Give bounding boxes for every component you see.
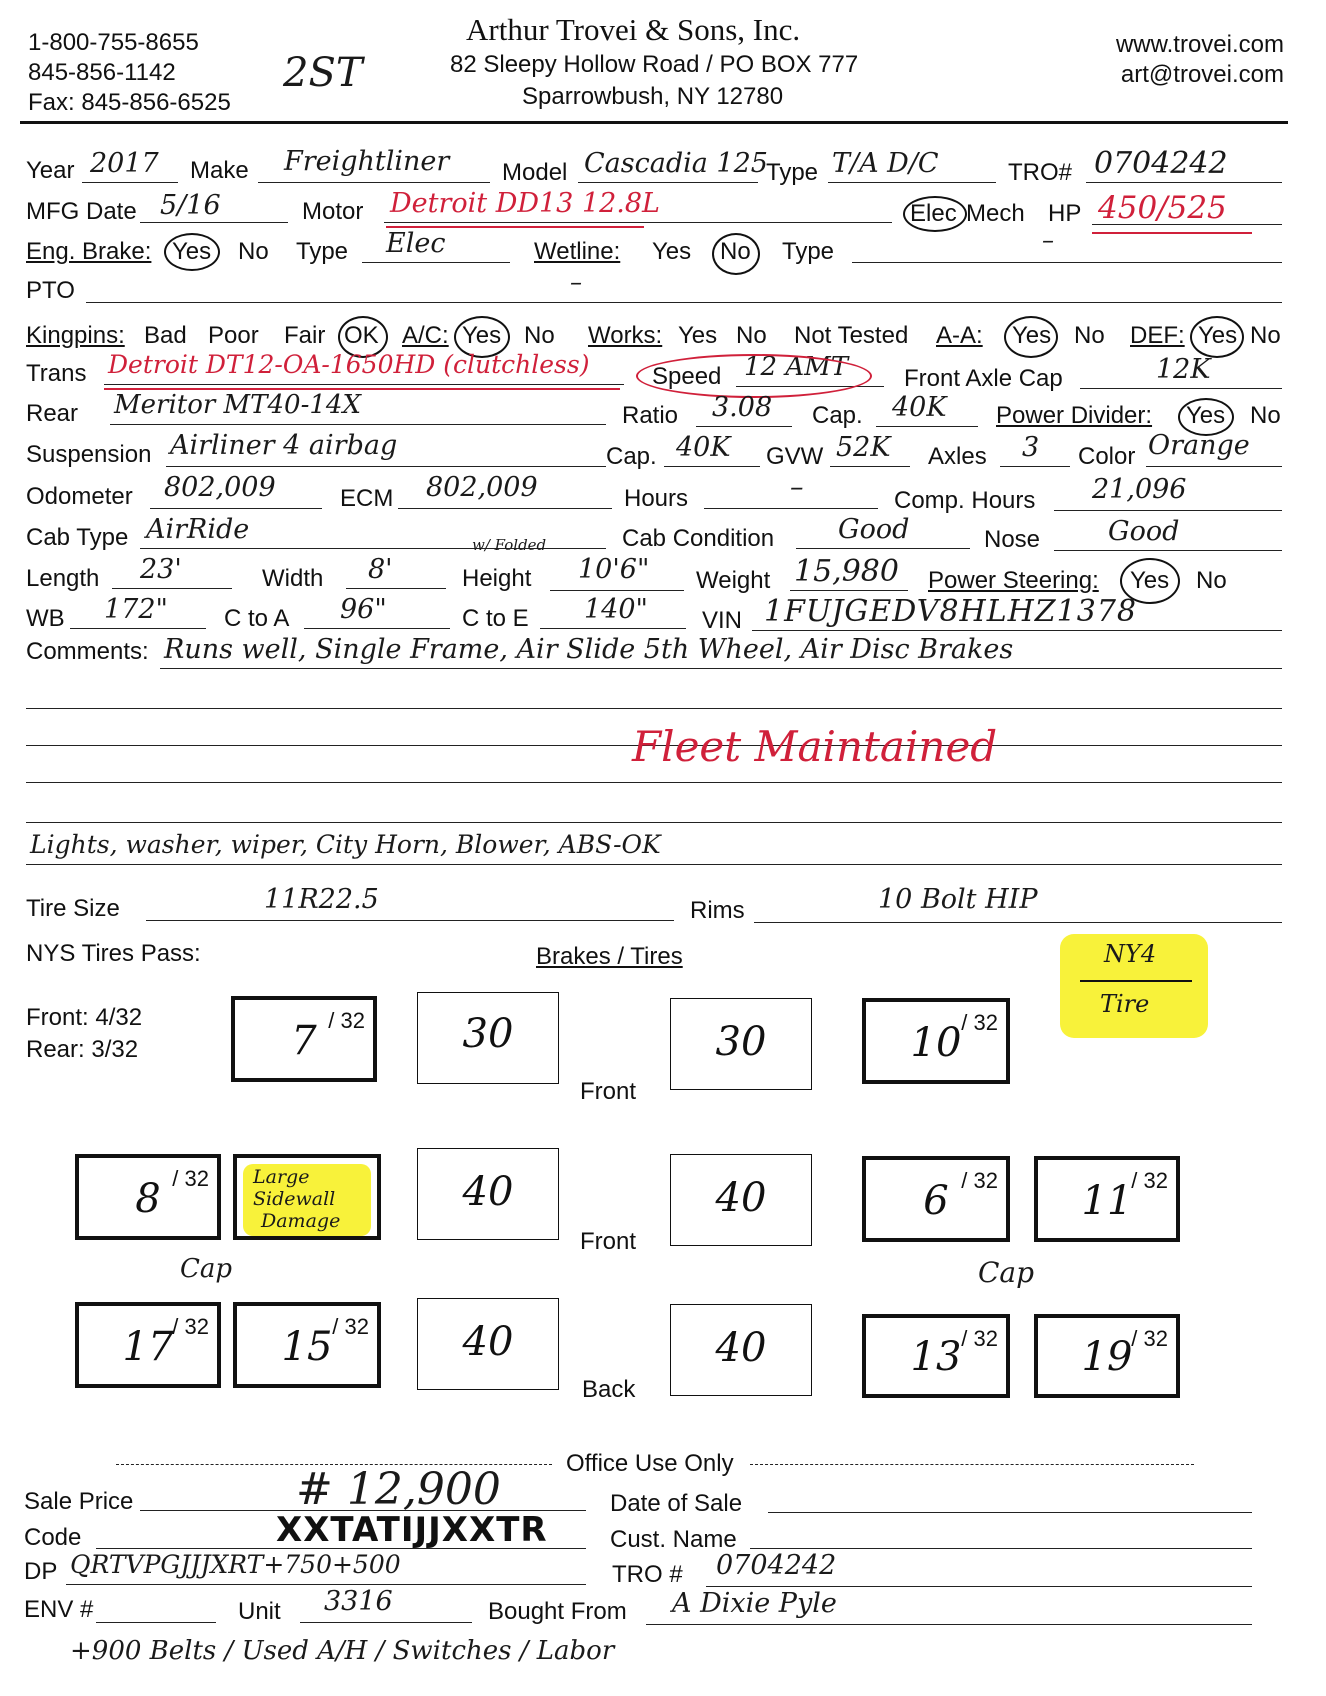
tire-box-r3-right-inner[interactable]: / 32 13	[862, 1314, 1010, 1398]
label-sale-price: Sale Price	[24, 1488, 134, 1515]
label-model: Model	[502, 159, 568, 186]
label-front-axle-cap: Front Axle Cap	[904, 365, 1063, 392]
value-code: XXTATIJJXXTR	[276, 1510, 548, 1550]
tire-box-r2-right-outer[interactable]: / 32 11	[1034, 1156, 1180, 1242]
label-wetline-type: Type	[782, 238, 835, 265]
value-vin: 1FUJGEDV8HLHZ1378	[764, 594, 1137, 629]
eng-brake-no: No	[238, 238, 269, 265]
nys-note-bottom: Tire	[1100, 990, 1150, 1018]
value-speed: 12 AMT	[744, 352, 849, 382]
value-model: Cascadia 125	[584, 148, 768, 179]
value-year: 2017	[90, 148, 159, 179]
value-dp: QRTVPGJJJXRT+750+500	[70, 1550, 401, 1579]
value-hours: –	[790, 472, 804, 503]
works-not-tested: Not Tested	[794, 322, 909, 349]
brake-box-r1-left[interactable]: 30	[417, 992, 559, 1084]
power-steering-no: No	[1196, 567, 1227, 594]
eng-brake-yes: Yes	[172, 238, 212, 265]
value-color: Orange	[1148, 430, 1250, 461]
elec-circle	[903, 196, 967, 232]
brake-box-r3-right[interactable]: 40	[670, 1304, 812, 1396]
label-nys-tires-pass: NYS Tires Pass:	[26, 940, 201, 967]
email: art@trovei.com	[1120, 61, 1284, 88]
tire-box-r3-left-inner[interactable]: / 32 15	[233, 1302, 381, 1388]
tire-box-r2-left-inner[interactable]	[233, 1154, 381, 1240]
value-bought-from: A Dixie Pyle	[672, 1588, 837, 1619]
label-speed: Speed	[652, 363, 722, 390]
label-year: Year	[26, 157, 75, 184]
label-length: Length	[26, 565, 100, 592]
label-wb: WB	[26, 605, 65, 632]
bottom-note: +900 Belts / Used A/H / Switches / Labor	[70, 1636, 615, 1666]
kingpins-ok: OK	[344, 322, 379, 349]
brake-box-r2-right[interactable]: 40	[670, 1154, 812, 1246]
value-ratio: 3.08	[712, 392, 773, 423]
damage-note-1: Large	[253, 1166, 310, 1188]
kingpins-poor: Poor	[208, 322, 259, 349]
label-rear: Rear	[26, 400, 79, 427]
value-hp: 450/525	[1098, 190, 1227, 226]
label-hours: Hours	[624, 485, 689, 512]
label-front-2: Front	[580, 1228, 637, 1255]
label-tro: TRO#	[1008, 159, 1073, 186]
value-mfg-date: 5/16	[160, 190, 221, 221]
label-back: Back	[582, 1376, 636, 1403]
power-steering-yes: Yes	[1130, 567, 1170, 594]
label-comp-hours: Comp. Hours	[894, 487, 1036, 514]
def-no: No	[1250, 322, 1281, 349]
label-office-use-only: Office Use Only	[566, 1450, 734, 1477]
value-comments: Runs well, Single Frame, Air Slide 5th Wheel, Air Disc Brakes	[164, 634, 1014, 665]
rear-spec: Rear: 3/32	[26, 1036, 139, 1063]
tire-box-r2-right-inner[interactable]: / 32 6	[862, 1156, 1010, 1242]
value-sale-price: # 12,900	[296, 1464, 501, 1515]
value-cab-condition: Good	[838, 514, 910, 545]
wetline-yes: Yes	[652, 238, 692, 265]
label-code: Code	[24, 1524, 82, 1551]
brake-box-r2-left[interactable]: 40	[417, 1148, 559, 1240]
label-bought-from: Bought From	[488, 1598, 627, 1625]
handwritten-mark: 2ST	[283, 50, 363, 96]
label-power-steering: Power Steering:	[928, 567, 1099, 594]
label-vin: VIN	[702, 607, 743, 634]
def-yes: Yes	[1198, 322, 1238, 349]
label-weight: Weight	[696, 567, 771, 594]
value-type: T/A D/C	[832, 148, 939, 179]
ac-yes: Yes	[462, 322, 502, 349]
value-eng-brake-type: Elec	[386, 228, 446, 259]
kingpins-fair: Fair	[284, 322, 326, 349]
label-ac: A/C:	[402, 322, 449, 349]
value-rims: 10 Bolt HIP	[878, 884, 1038, 915]
label-ratio: Ratio	[622, 402, 679, 429]
label-unit: Unit	[238, 1598, 281, 1625]
label-odometer: Odometer	[26, 483, 133, 510]
ac-no: No	[524, 322, 555, 349]
label-front-1: Front	[580, 1078, 637, 1105]
phone-2: 845-856-1142	[28, 59, 176, 86]
tire-box-r1-right-inner[interactable]: / 32 10	[862, 998, 1010, 1084]
label-env: ENV #	[24, 1596, 94, 1623]
label-tro-num: TRO #	[612, 1561, 683, 1588]
lights-note: Lights, washer, wiper, City Horn, Blower, ABS-OK	[30, 830, 661, 859]
label-cab-condition: Cab Condition	[622, 525, 775, 552]
works-yes: Yes	[678, 322, 718, 349]
label-height: Height	[462, 565, 532, 592]
aa-no: No	[1074, 322, 1105, 349]
value-c-to-a: 96"	[340, 594, 387, 625]
label-wetline: Wetline:	[534, 238, 621, 265]
fleet-note: Fleet Maintained	[632, 722, 998, 771]
value-tro: 0704242	[1094, 146, 1228, 181]
label-brakes-tires: Brakes / Tires	[536, 943, 683, 970]
label-tire-size: Tire Size	[26, 895, 120, 922]
label-nose: Nose	[984, 526, 1041, 553]
damage-note-2: Sidewall	[253, 1188, 336, 1210]
label-make: Make	[190, 157, 249, 184]
value-make: Freightliner	[284, 146, 450, 177]
label-rims: Rims	[690, 897, 745, 924]
value-susp-cap: 40K	[676, 432, 731, 463]
label-elec: Elec	[910, 200, 957, 227]
label-eng-brake: Eng. Brake:	[26, 238, 152, 265]
value-axles: 3	[1022, 432, 1040, 463]
value-nose: Good	[1108, 516, 1180, 547]
value-gvw: 52K	[836, 432, 891, 463]
value-suspension: Airliner 4 airbag	[170, 430, 398, 461]
phone-1: 1-800-755-8655	[28, 29, 199, 56]
value-height: 10'6"	[578, 554, 650, 585]
value-rear: Meritor MT40-14X	[114, 390, 361, 420]
value-rear-cap: 40K	[892, 392, 947, 423]
value-trans: Detroit DT12-OA-1650HD (clutchless)	[108, 350, 590, 379]
value-odometer: 802,009	[164, 472, 276, 503]
tire-box-r2-left-outer[interactable]: / 32 8	[75, 1154, 221, 1240]
label-trans: Trans	[26, 360, 87, 387]
label-rear-cap: Cap.	[812, 402, 863, 429]
label-cab-type: Cab Type	[26, 524, 129, 551]
label-def: DEF:	[1130, 322, 1185, 349]
address-line-1: 82 Sleepy Hollow Road / PO BOX 777	[450, 51, 859, 78]
value-pto: –	[570, 268, 582, 296]
label-mfg-date: MFG Date	[26, 198, 137, 225]
brake-box-r1-right[interactable]: 30	[670, 998, 812, 1090]
value-hp-dash: –	[1042, 226, 1054, 254]
label-works: Works:	[588, 322, 663, 349]
tire-box-r1-left-inner[interactable]: / 32 7	[231, 996, 377, 1082]
cap-note-right: Cap	[978, 1256, 1035, 1289]
label-hp: HP	[1048, 200, 1082, 227]
company-name: Arthur Trovei & Sons, Inc.	[466, 12, 801, 47]
address-line-2: Sparrowbush, NY 12780	[522, 83, 784, 110]
label-pto: PTO	[26, 277, 75, 304]
kingpins-bad: Bad	[144, 322, 187, 349]
value-tire-size: 11R22.5	[264, 884, 379, 915]
label-comments: Comments:	[26, 638, 149, 665]
website: www.trovei.com	[1115, 31, 1284, 58]
nys-note-top: NY4	[1104, 940, 1157, 968]
label-motor: Motor	[302, 198, 364, 225]
tire-box-r3-left-outer[interactable]: / 32 17	[75, 1302, 221, 1388]
height-note: w/ Folded	[472, 536, 547, 554]
aa-yes: Yes	[1012, 322, 1052, 349]
value-motor: Detroit DD13 12.8L	[390, 188, 660, 219]
value-ecm: 802,009	[426, 472, 538, 503]
damage-note-3: Damage	[261, 1210, 341, 1232]
label-cust-name: Cust. Name	[610, 1526, 737, 1553]
label-kingpins: Kingpins:	[26, 322, 125, 349]
label-aa: A-A:	[936, 322, 983, 349]
value-weight: 15,980	[794, 554, 899, 589]
label-gvw: GVW	[766, 443, 824, 470]
value-cab-type: AirRide	[146, 514, 250, 545]
front-spec: Front: 4/32	[26, 1004, 143, 1031]
value-comp-hours: 21,096	[1092, 474, 1187, 505]
label-c-to-e: C to E	[462, 605, 529, 632]
label-susp-cap: Cap.	[606, 443, 657, 470]
tire-box-r3-right-outer[interactable]: / 32 19	[1034, 1314, 1180, 1398]
value-wb: 172"	[104, 594, 168, 625]
label-width: Width	[262, 565, 324, 592]
value-width: 8'	[368, 554, 393, 585]
label-dp: DP	[24, 1558, 58, 1585]
label-date-of-sale: Date of Sale	[610, 1490, 743, 1517]
value-length: 23'	[140, 554, 182, 585]
power-divider-yes: Yes	[1186, 402, 1226, 429]
value-c-to-e: 140"	[584, 594, 648, 625]
fax: Fax: 845-856-6525	[28, 89, 231, 116]
works-no: No	[736, 322, 767, 349]
brake-box-r3-left[interactable]: 40	[417, 1298, 559, 1390]
label-eng-brake-type: Type	[296, 238, 349, 265]
label-c-to-a: C to A	[224, 605, 290, 632]
label-mech: Mech	[966, 200, 1025, 227]
label-suspension: Suspension	[26, 441, 152, 468]
power-divider-no: No	[1250, 402, 1281, 429]
label-axles: Axles	[928, 443, 987, 470]
cap-note-left: Cap	[180, 1254, 233, 1284]
header-divider	[20, 121, 1288, 124]
label-color: Color	[1078, 443, 1136, 470]
value-front-axle-cap: 12K	[1156, 354, 1211, 385]
label-ecm: ECM	[340, 485, 394, 512]
label-type: Type	[766, 159, 819, 186]
wetline-no: No	[720, 238, 751, 265]
label-power-divider: Power Divider:	[996, 402, 1153, 429]
value-unit: 3316	[324, 1586, 393, 1617]
value-tro-num: 0704242	[716, 1550, 837, 1581]
